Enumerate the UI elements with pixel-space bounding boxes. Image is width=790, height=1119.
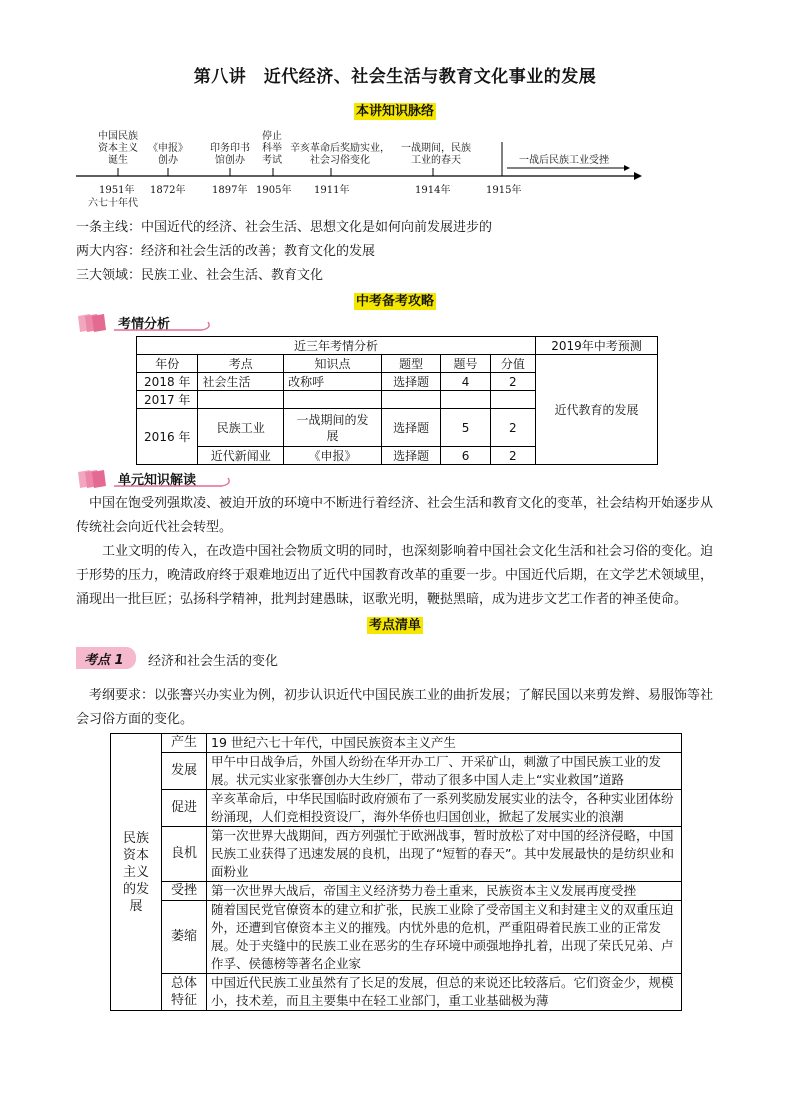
row-text: 随着国民党官僚资本的建立和扩张，民族工业除了受帝国主义和封建主义的双重压迫外，还遭到官僚资本主义的摧残。内忧外患的危机，严重阻碍着民族工业的正常发展。处于夹缝中的民族工业在恶劣的生存环境中顽强地挣扎着，出现了荣氏兄弟、卢作孚、侯德榜等著名企业家 bbox=[207, 901, 682, 974]
kaogang-paragraph bbox=[76, 684, 716, 732]
timeline-year-7: 1915年 bbox=[486, 185, 522, 196]
table-cell bbox=[284, 391, 382, 409]
section-heading-exam-strategy bbox=[0, 290, 790, 309]
table-cell: 2 bbox=[490, 409, 535, 447]
summary-line-2: 两大内容：经济和社会生活的改善；教育文化的发展 bbox=[76, 244, 376, 259]
table-cell: 2018 年 bbox=[137, 373, 198, 391]
kaodian-label: 考点 1 bbox=[84, 653, 124, 668]
row-label: 发展 bbox=[162, 753, 207, 790]
exam-table-col-topic: 考点 bbox=[198, 355, 284, 373]
row-text: 辛亥革命后，中华民国临时政府颁布了一系列奖励发展实业的法令，各种实业团体纷纷涌现，人们竞相投资设厂，海外华侨也归国创业，掀起了发展实业的浪潮 bbox=[207, 790, 682, 827]
timeline-year-6: 1914年 bbox=[415, 185, 451, 196]
row-text: 19 世纪六七十年代，中国民族资本主义产生 bbox=[207, 734, 682, 753]
table-side-label: 民族 资本 主义 的发 展 bbox=[111, 734, 162, 1011]
exam-table-col-score: 分值 bbox=[490, 355, 535, 373]
exam-table-col-number: 题号 bbox=[441, 355, 490, 373]
table-cell: 选择题 bbox=[381, 409, 440, 447]
table-row bbox=[111, 827, 682, 882]
timeline-year-1: 1951年 bbox=[99, 185, 135, 196]
exam-table-col-type: 题型 bbox=[381, 355, 440, 373]
table-cell: 民族工业 bbox=[198, 409, 284, 447]
table-cell: 选择题 bbox=[381, 373, 440, 391]
row-text: 第一次世界大战期间，西方列强忙于欧洲战事，暂时放松了对中国的经济侵略，中国民族工业获得了迅速发展的良机，出现了“短暂的春天”。其中发展最快的是纺织业和面粉业 bbox=[207, 827, 682, 882]
table-row bbox=[111, 734, 682, 753]
paragraph-text: 考纲要求：以张謇兴办实业为例，初步认识近代中国民族工业的曲折发展；了解民国以来剪发辫、易服饰等社会习俗方面的变化。 bbox=[76, 688, 714, 727]
row-label: 总体 特征 bbox=[162, 974, 207, 1011]
section-heading-checklist bbox=[0, 614, 790, 633]
timeline-event-5: 辛亥革命后奖励实业， 社会习俗变化 bbox=[290, 143, 390, 166]
table-row bbox=[111, 753, 682, 790]
timeline-event-1: 中国民族 资本主义 诞生 bbox=[98, 131, 138, 166]
row-label: 产生 bbox=[162, 734, 207, 753]
timeline-event-3: 印务印书 馆创办 bbox=[210, 143, 250, 166]
table-cell: 一战期间的发展 bbox=[284, 409, 382, 447]
table-cell bbox=[441, 391, 490, 409]
row-label: 促进 bbox=[162, 790, 207, 827]
section-heading-label: 中考备考攻略 bbox=[355, 294, 434, 309]
table-row bbox=[111, 790, 682, 827]
unit-label-banner bbox=[76, 468, 236, 490]
section-heading-label: 考点清单 bbox=[368, 618, 421, 633]
table-cell: 社会生活 bbox=[198, 373, 284, 391]
exam-table-prediction: 近代教育的发展 bbox=[536, 355, 658, 465]
section-heading-label: 本讲知识脉络 bbox=[355, 104, 434, 119]
exam-analysis-table bbox=[136, 336, 658, 465]
timeline-event-4: 停止 科举 考试 bbox=[262, 131, 282, 166]
exam-table-col-year: 年份 bbox=[137, 355, 198, 373]
table-cell: 2016 年 bbox=[137, 409, 198, 465]
timeline-year-4: 1905年 bbox=[256, 185, 292, 196]
timeline bbox=[0, 0, 790, 215]
table-cell: 5 bbox=[441, 409, 490, 447]
kaodian-title: 经济和社会生活的变化 bbox=[148, 654, 279, 669]
table-cell: 2 bbox=[490, 447, 535, 465]
table-cell: 近代新闻业 bbox=[198, 447, 284, 465]
unit-paragraph-2 bbox=[76, 540, 716, 612]
timeline-year-2: 1872年 bbox=[150, 185, 186, 196]
row-label: 萎缩 bbox=[162, 901, 207, 974]
timeline-event-7: 一战后民族工业受挫 bbox=[519, 155, 609, 166]
timeline-year-sub: 六七十年代 bbox=[88, 198, 138, 209]
table-cell: 改称呼 bbox=[284, 373, 382, 391]
table-cell: 2 bbox=[490, 373, 535, 391]
table-cell: 2017 年 bbox=[137, 391, 198, 409]
page-title: 第八讲 近代经济、社会生活与教育文化事业的发展 bbox=[193, 67, 597, 87]
table-cell bbox=[490, 391, 535, 409]
capitalism-development-table bbox=[110, 733, 682, 1011]
table-cell: 选择题 bbox=[381, 447, 440, 465]
timeline-event-6: 一战期间，民族 工业的春天 bbox=[401, 143, 471, 166]
exam-table-col-knowledge: 知识点 bbox=[284, 355, 382, 373]
paragraph-text: 工业文明的传入，在改造中国社会物质文明的同时，也深刻影响着中国社会文化生活和社会习俗的变化。迫于形势的压力，晚清政府终于艰难地迈出了近代中国教育改革的重要一步。中国近代后期，在文学艺术领域里，涌现出一批巨匠；弘扬科学精神，批判封建愚昧，讴歌光明，鞭挞黑暗，成为进步文艺工作者的神圣使命。 bbox=[76, 544, 714, 607]
unit-paragraph-1 bbox=[76, 492, 716, 540]
row-text: 第一次世界大战后，帝国主义经济势力卷土重来，民族资本主义发展再度受挫 bbox=[207, 882, 682, 901]
table-cell bbox=[381, 391, 440, 409]
table-cell: 6 bbox=[441, 447, 490, 465]
paragraph-text: 中国在饱受列强欺凌、被迫开放的环境中不断进行着经济、社会生活和教育文化的变革，社会结构开始逐步从传统社会向近代社会转型。 bbox=[76, 496, 714, 535]
summary-line-1: 一条主线：中国近代的经济、社会生活、思想文化是如何向前发展进步的 bbox=[76, 220, 493, 235]
unit-label: 单元知识解读 bbox=[118, 473, 197, 488]
kaoqing-label: 考情分析 bbox=[118, 317, 171, 332]
kaodian-badge bbox=[76, 647, 136, 669]
timeline-year-5: 1911年 bbox=[314, 185, 350, 196]
row-label: 良机 bbox=[162, 827, 207, 882]
timeline-year-3: 1897年 bbox=[212, 185, 248, 196]
table-cell bbox=[198, 391, 284, 409]
table-row bbox=[111, 882, 682, 901]
table-row bbox=[111, 901, 682, 974]
table-cell: 4 bbox=[441, 373, 490, 391]
table-cell: 《申报》 bbox=[284, 447, 382, 465]
exam-table-header-right: 2019年中考预测 bbox=[536, 337, 658, 355]
row-text: 甲午中日战争后，外国人纷纷在华开办工厂、开采矿山，刺激了中国民族工业的发展。状元实业家张謇创办大生纱厂，带动了很多中国人走上“实业救国”道路 bbox=[207, 753, 682, 790]
table-row bbox=[111, 974, 682, 1011]
kaoqing-label-banner bbox=[76, 312, 216, 334]
summary-line-3: 三大领域：民族工业、社会生活、教育文化 bbox=[76, 268, 324, 283]
row-text: 中国近代民族工业虽然有了长足的发展，但总的来说还比较落后。它们资金少，规模小，技术差，而且主要集中在轻工业部门，重工业基础极为薄 bbox=[207, 974, 682, 1011]
exam-table-header-left: 近三年考情分析 bbox=[137, 337, 536, 355]
row-label: 受挫 bbox=[162, 882, 207, 901]
timeline-event-2: 《申报》 创办 bbox=[148, 143, 188, 166]
